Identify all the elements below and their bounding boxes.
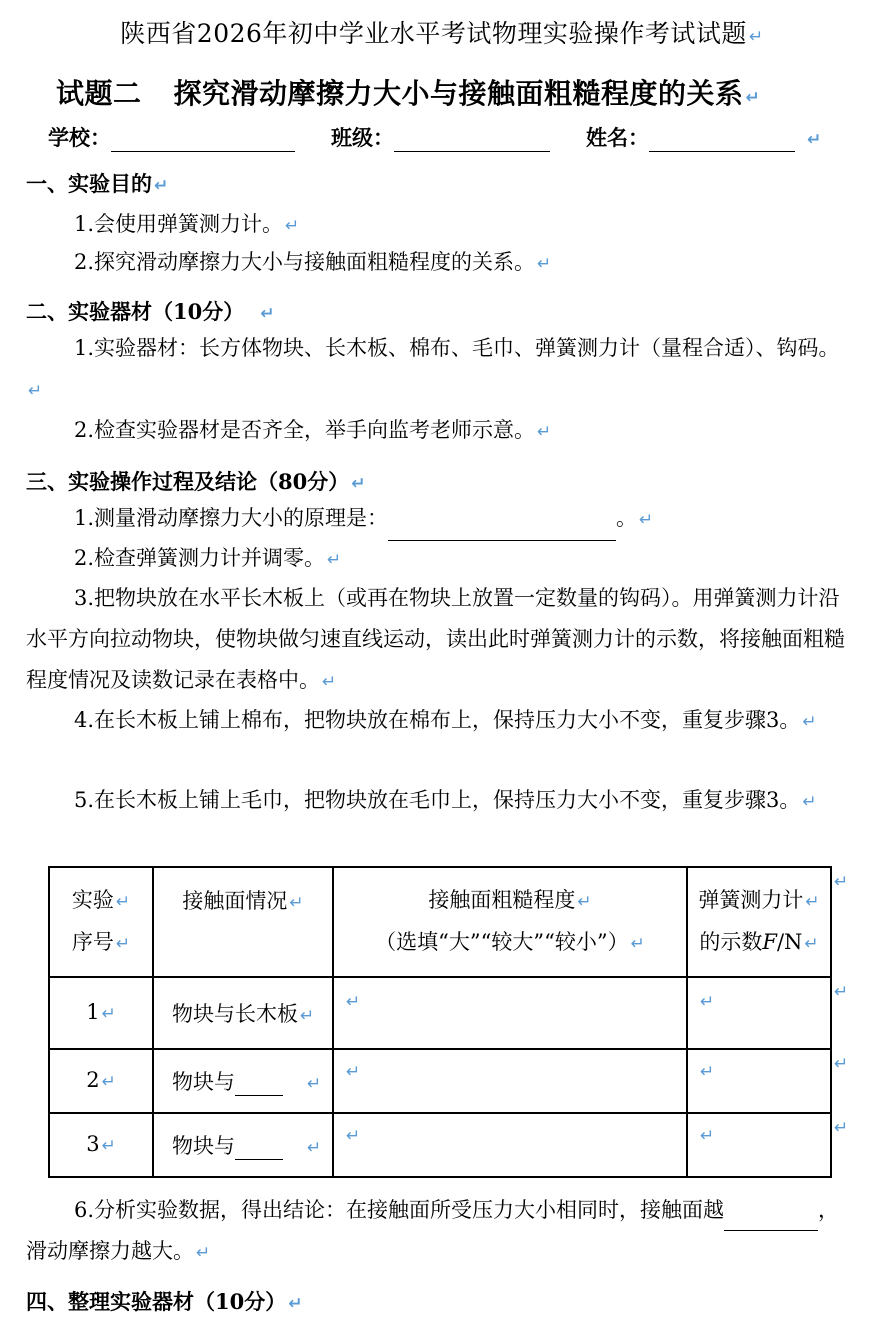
paragraph-mark-icon: ↵ bbox=[745, 88, 761, 108]
reading-input-cell[interactable] bbox=[687, 1049, 831, 1113]
table-header-row bbox=[49, 867, 831, 977]
table-row bbox=[49, 1113, 831, 1177]
paragraph-mark-icon: ↵ bbox=[802, 792, 817, 812]
paragraph-mark-icon: ↵ bbox=[101, 1004, 116, 1024]
paragraph-mark-icon: ↵ bbox=[537, 254, 552, 274]
paragraph-mark-icon: ↵ bbox=[322, 672, 337, 692]
reading-input-cell[interactable] bbox=[687, 1113, 831, 1177]
name-field[interactable] bbox=[649, 127, 795, 152]
question-topic: 探究滑动摩擦力大小与接触面粗糙程度的关系 bbox=[173, 77, 744, 110]
class-label: 班级： bbox=[331, 125, 394, 150]
paragraph-mark-icon: ↵ bbox=[630, 934, 645, 954]
paragraph-mark-icon: ↵ bbox=[802, 712, 817, 732]
paragraph-mark-icon: ↵ bbox=[807, 130, 822, 150]
roughness-input-cell[interactable] bbox=[333, 1113, 687, 1177]
surface-fill-blank[interactable] bbox=[235, 1137, 283, 1160]
surface-cell: 物块与 ↵ bbox=[153, 1049, 333, 1113]
paragraph-mark-icon: ↵ bbox=[285, 216, 300, 236]
paragraph-mark-icon: ↵ bbox=[289, 893, 304, 913]
table-row bbox=[49, 977, 831, 1049]
paragraph-mark-icon: ↵ bbox=[804, 934, 819, 954]
paragraph-mark-icon: ↵ bbox=[260, 304, 275, 324]
row-end-mark-icon: ↵ bbox=[834, 1054, 849, 1074]
section-3-heading: 三、实验操作过程及结论（80分） ↵ bbox=[26, 469, 366, 494]
header-spring-reading: 弹簧测力计 ↵ 的示数F/N ↵ bbox=[687, 867, 831, 977]
section-3-item-2: 2.检查弹簧测力计并调零。 ↵ bbox=[74, 546, 342, 570]
data-record-table bbox=[48, 866, 832, 1178]
conclusion-answer-blank[interactable] bbox=[724, 1206, 818, 1231]
name-label: 姓名： bbox=[586, 125, 649, 150]
school-label: 学校： bbox=[48, 125, 111, 150]
paragraph-mark-icon: ↵ bbox=[577, 892, 592, 912]
header-roughness: 接触面粗糙程度 ↵ （选填“大”“较大”“较小”） ↵ bbox=[333, 867, 687, 977]
section-1-heading: 一、实验目的 ↵ bbox=[26, 171, 169, 196]
paragraph-mark-icon: ↵ bbox=[300, 1006, 315, 1026]
surface-fill-blank[interactable] bbox=[235, 1073, 283, 1096]
section-3-item-6: 6.分析实验数据，得出结论：在接触面所受压力大小相同时，接触面越 ，滑动摩擦力越大。 ↵ bbox=[26, 1198, 840, 1263]
paragraph-mark-icon: ↵ bbox=[639, 510, 654, 530]
section-2-heading: 二、实验器材（10分） ↵ bbox=[26, 299, 275, 324]
paragraph-mark-icon: ↵ bbox=[346, 1062, 361, 1082]
paragraph-mark-icon: ↵ bbox=[101, 1136, 116, 1156]
section-2-item-1: 1.实验器材：长方体物块、长木板、棉布、毛巾、弹簧测力计（量程合适）、钩码。↵ bbox=[28, 336, 840, 401]
section-1-item-2: 2.探究滑动摩擦力大小与接触面粗糙程度的关系。 ↵ bbox=[74, 250, 552, 274]
paragraph-mark-icon: ↵ bbox=[307, 1138, 322, 1158]
row-end-mark-icon: ↵ bbox=[834, 1118, 849, 1138]
paragraph-mark-icon: ↵ bbox=[196, 1243, 211, 1263]
section-2-item-2: 2.检查实验器材是否齐全，举手向监考老师示意。 ↵ bbox=[74, 418, 552, 442]
section-3-item-3: 3.把物块放在水平长木板上（或再在物块上放置一定数量的钩码）。用弹簧测力计沿水平方向拉动物块，使物块做匀速直线运动，读出此时弹簧测力计的示数，将接触面粗糙程度情况及读数记录在表格中。 ↵ bbox=[26, 586, 845, 692]
roughness-input-cell[interactable] bbox=[333, 977, 687, 1049]
section-1-item-1: 1.会使用弹簧测力计。 ↵ bbox=[74, 212, 300, 236]
paragraph-mark-icon: ↵ bbox=[115, 892, 131, 912]
section-3-item-5: 5.在长木板上铺上毛巾，把物块放在毛巾上，保持压力大小不变，重复步骤3。 ↵ bbox=[74, 788, 817, 812]
trial-number-cell: 2 ↵ bbox=[49, 1049, 153, 1113]
paragraph-mark-icon: ↵ bbox=[748, 27, 764, 47]
paragraph-mark-icon: ↵ bbox=[327, 550, 342, 570]
paragraph-mark-icon: ↵ bbox=[154, 176, 169, 196]
paragraph-mark-icon: ↵ bbox=[307, 1074, 322, 1094]
student-info-line bbox=[48, 122, 868, 152]
header-surface: 接触面情况 ↵ bbox=[153, 867, 333, 977]
row-end-mark-icon: ↵ bbox=[834, 982, 849, 1002]
surface-cell: 物块与 ↵ bbox=[153, 1113, 333, 1177]
question-number: 试题二 bbox=[56, 77, 142, 110]
row-end-mark-icon: ↵ bbox=[834, 872, 849, 892]
section-3-item-4: 4.在长木板上铺上棉布，把物块放在棉布上，保持压力大小不变，重复步骤3。 ↵ bbox=[74, 708, 817, 732]
roughness-input-cell[interactable] bbox=[333, 1049, 687, 1113]
trial-number-cell: 3 ↵ bbox=[49, 1113, 153, 1177]
paragraph-mark-icon: ↵ bbox=[346, 1126, 361, 1146]
surface-cell: 物块与长木板 ↵ bbox=[153, 977, 333, 1049]
paragraph-mark-icon: ↵ bbox=[700, 1062, 715, 1082]
section-4-heading: 四、整理实验器材（10分） ↵ bbox=[26, 1289, 303, 1314]
paragraph-mark-icon: ↵ bbox=[101, 1072, 116, 1092]
table-row bbox=[49, 1049, 831, 1113]
paragraph-mark-icon: ↵ bbox=[28, 381, 43, 401]
question-title bbox=[56, 72, 876, 112]
paragraph-mark-icon: ↵ bbox=[700, 1126, 715, 1146]
paragraph-mark-icon: ↵ bbox=[805, 892, 820, 912]
school-field[interactable] bbox=[111, 127, 295, 152]
paragraph-mark-icon: ↵ bbox=[346, 992, 361, 1012]
class-field[interactable] bbox=[394, 127, 550, 152]
section-3-item-1: 1.测量滑动摩擦力大小的原理是： 。 ↵ bbox=[26, 498, 846, 541]
trial-number-cell: 1 ↵ bbox=[49, 977, 153, 1049]
header-trial-no: 实验 ↵ 序号 ↵ bbox=[49, 867, 153, 977]
paragraph-mark-icon: ↵ bbox=[115, 934, 131, 954]
paragraph-mark-icon: ↵ bbox=[537, 422, 552, 442]
paragraph-mark-icon: ↵ bbox=[700, 992, 715, 1012]
paragraph-mark-icon: ↵ bbox=[351, 474, 366, 494]
paragraph-mark-icon: ↵ bbox=[288, 1294, 303, 1314]
reading-input-cell[interactable] bbox=[687, 977, 831, 1049]
exam-title: 陕西省2026年初中学业水平考试物理实验操作考试试题 ↵ bbox=[120, 19, 764, 48]
